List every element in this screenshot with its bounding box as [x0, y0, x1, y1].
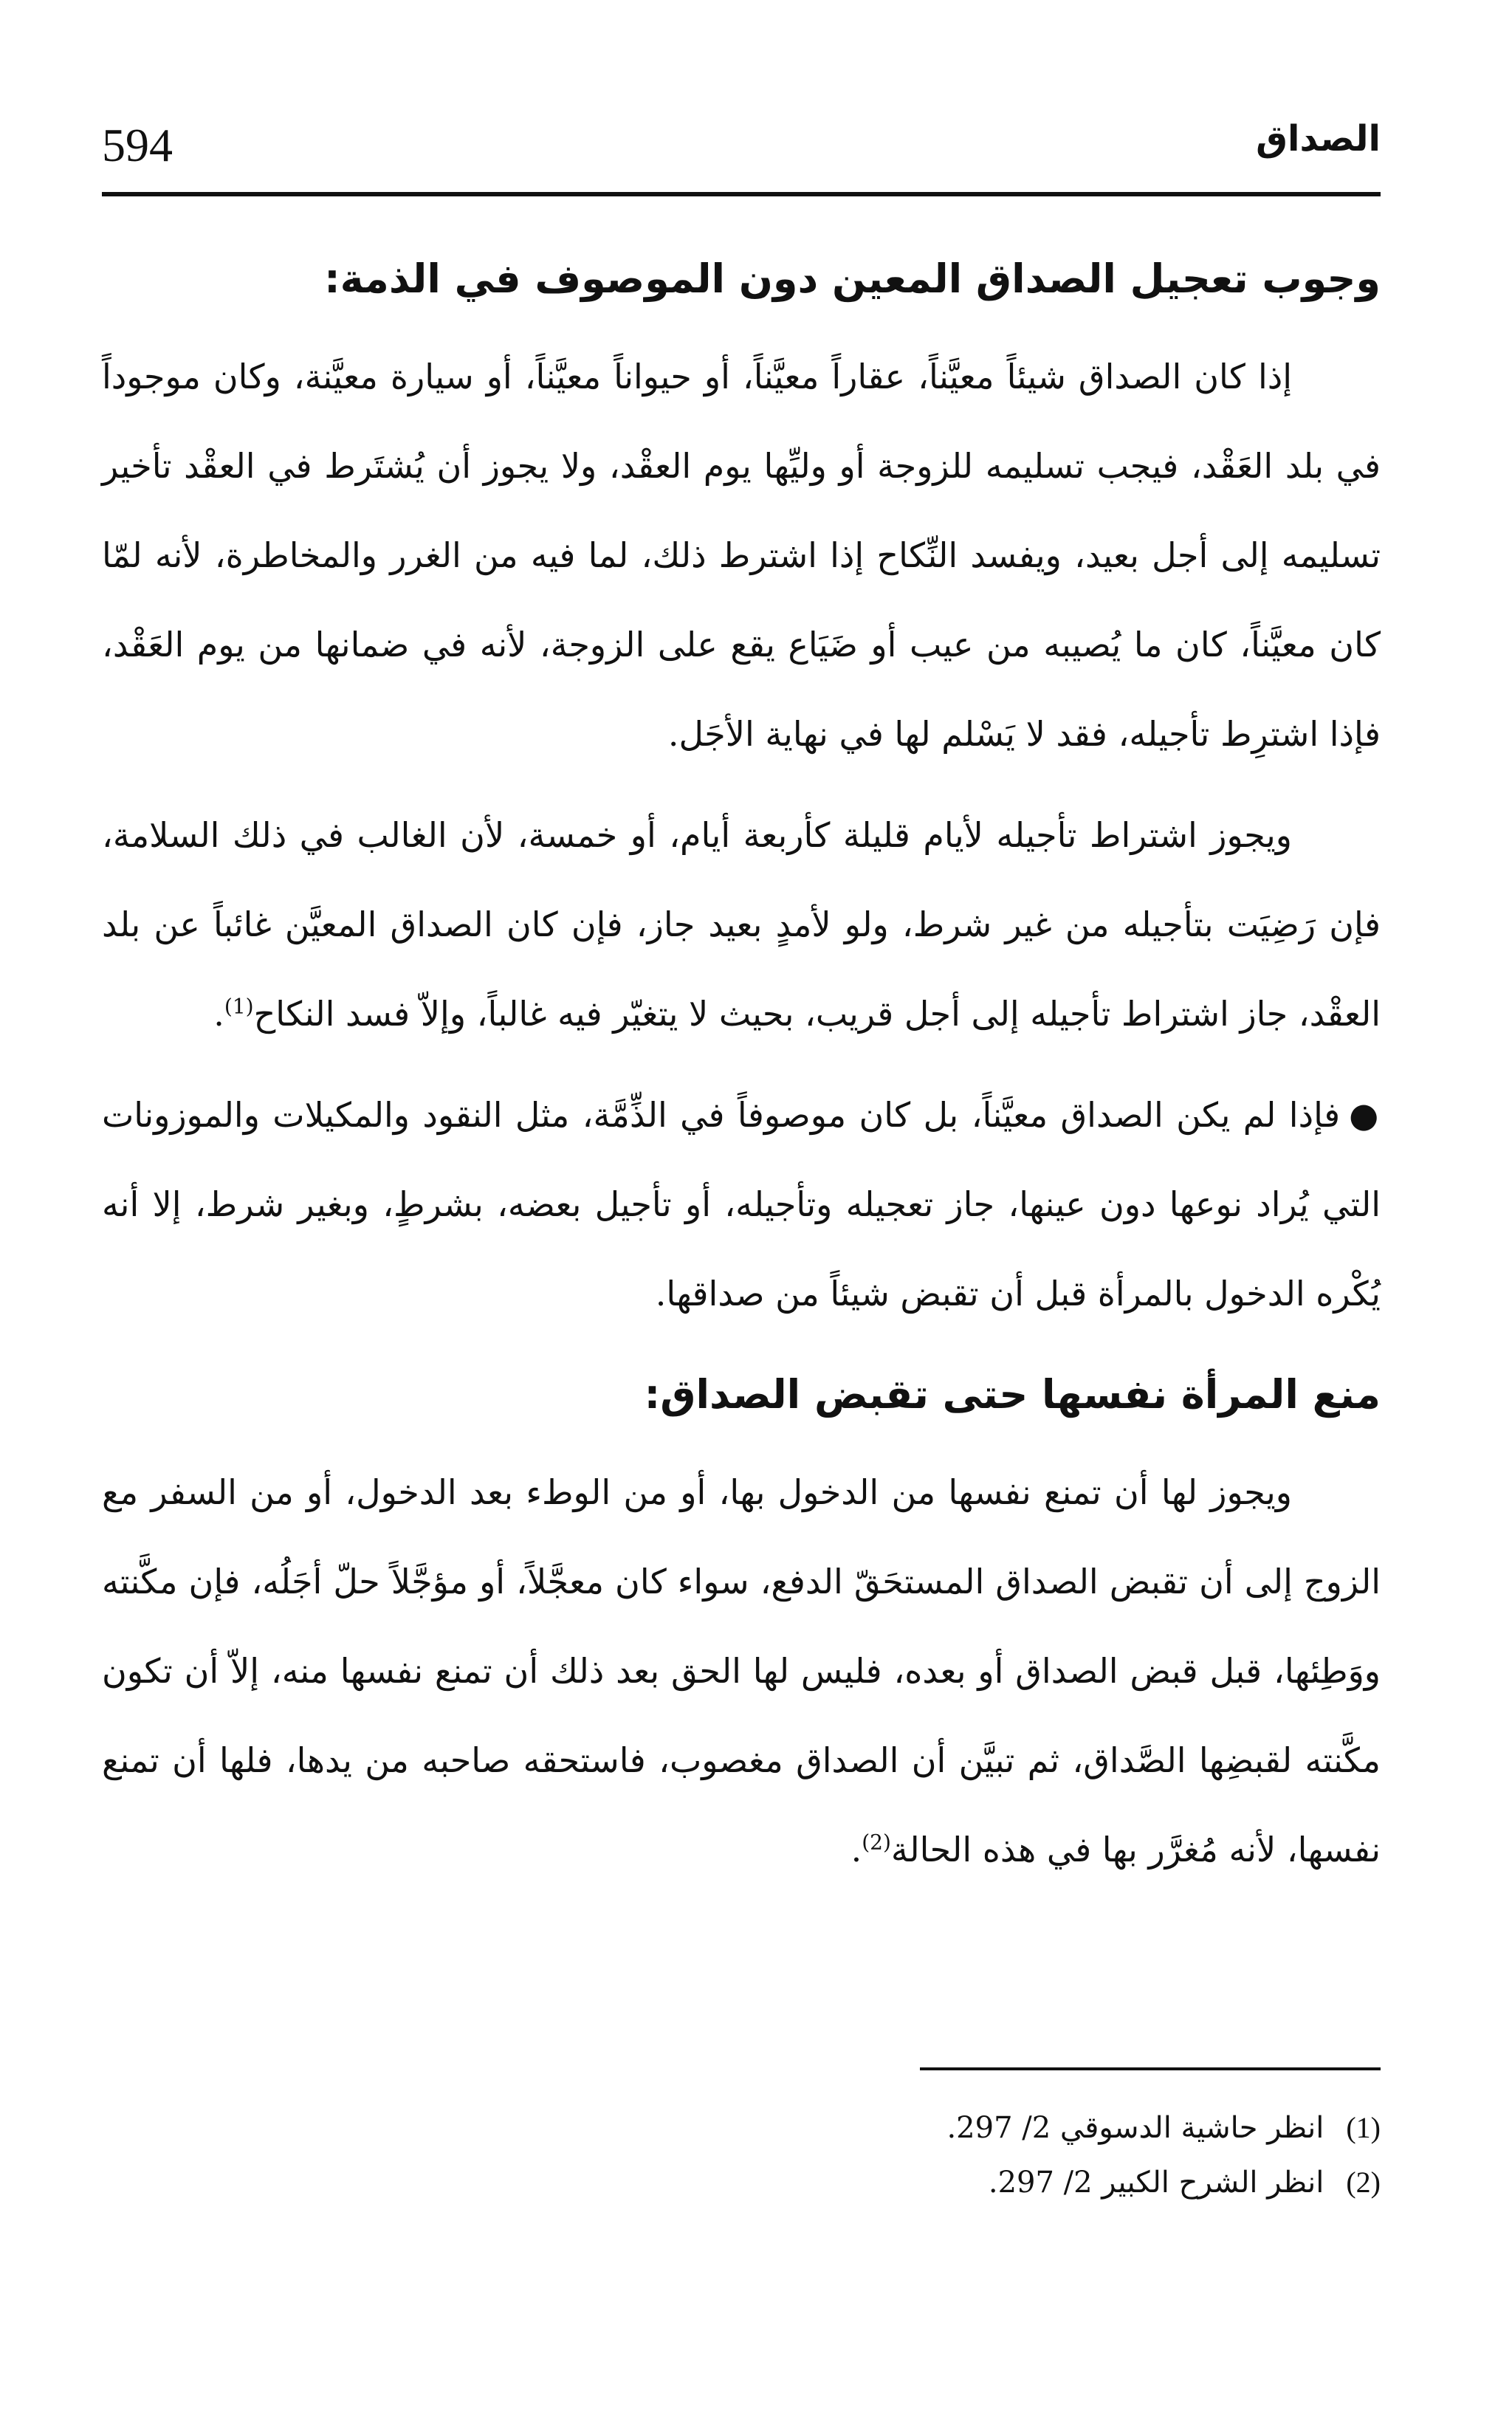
footnote-ref-2[interactable]: (2)	[862, 1830, 891, 1855]
paragraph-3-text: ويجوز لها أن تمنع نفسها من الدخول بها، أو من الوطء بعد الدخول، أو من السفر مع الزوج إلى أن تقبض الصداق المستحَقّ الدفع، سواء كان معجَّلاً، أو مؤجَّلاً حلّ أجَلُه، فإن مكَّنته ووَطِئها، قبل قبض الصداق أو بعده، فليس لها الحق بعد ذلك أن تمنع نفسها منه، إلاّ أن تكون مكَّنته لقبضِها الصَّداق، ثم تبيَّن أن الصداق مغصوب، فاستحقه صاحبه من يدها، فلها أن تمنع نفسها، لأنه مُغرَّر بها في هذه الحالة	[102, 1472, 1381, 1870]
footnote-2-text: انظر الشرح الكبير 2/ 297.	[988, 2166, 1324, 2200]
paragraph-2-end: .	[213, 994, 224, 1034]
bullet-paragraph	[102, 1071, 1381, 1339]
paragraph-2	[102, 791, 1381, 1059]
paragraph-1: إذا كان الصداق شيئاً معيَّناً، عقاراً معيَّناً، أو حيواناً معيَّناً، أو سيارة معيَّنة، وكان موجوداً في بلد العَقْد، فيجب تسليمه للزوجة أو وليِّها يوم العقْد، ولا يجوز أن يُشتَرط في العقْد تأخير تسليمه إلى أجل بعيد، ويفسد النِّكاح إذا اشترط ذلك، لما فيه من الغرر والمخاطرة، لأنه لمّا كان معيَّناً، كان ما يُصيبه من عيب أو ضَيَاع يقع على الزوجة، لأنه في ضمانها من يوم العَقْد، فإذا اشترِط تأجيله، فقد لا يَسْلم لها في نهاية الأجَل.	[102, 357, 1381, 754]
footnote-1	[738, 2101, 1381, 2155]
footnote-2-number: (2)	[1346, 2166, 1381, 2199]
bullet-paragraph-text: فإذا لم يكن الصداق معيَّناً، بل كان موصوفاً في الذِّمَّة، مثل النقود والمكيلات والموزونات التي يُراد نوعها دون عينها، جاز تعجيله وتأجيله، أو تأجيل بعضه، بشرطٍ، وبغير شرط، إلا أنه يُكْره الدخول بالمرأة قبل أن تقبض شيئاً من صداقها.	[102, 1095, 1381, 1314]
paragraph-2-text: ويجوز اشتراط تأجيله لأيام قليلة كأربعة أيام، أو خمسة، لأن الغالب في ذلك السلامة، فإن رَضِيَت بتأجيله من غير شرط، ولو لأمدٍ بعيد جاز، فإن كان الصداق المعيَّن غائباً عن بلد العقْد، جاز اشتراط تأجيله إلى أجل قريب، بحيث لا يتغيّر فيه غالباً، وإلاّ فسد النكاح	[102, 815, 1381, 1034]
footnote-divider	[920, 2067, 1381, 2070]
page-number: 594	[102, 119, 173, 171]
section-heading-1: وجوب تعجيل الصداق المعين دون الموصوف في الذمة:	[324, 255, 1381, 302]
footnotes	[738, 2101, 1381, 2210]
footnote-ref-1[interactable]: (1)	[224, 994, 254, 1019]
page-header	[102, 111, 1381, 196]
footnote-1-text: انظر حاشية الدسوقي 2/ 297.	[946, 2111, 1324, 2145]
running-title: الصداق	[1256, 118, 1381, 159]
paragraph-3-end: .	[850, 1830, 862, 1870]
paragraph-3	[102, 1448, 1381, 1895]
footnote-2	[738, 2155, 1381, 2210]
page-body	[102, 244, 1381, 1906]
bullet-icon: ●	[1349, 1095, 1381, 1135]
footnote-1-number: (1)	[1346, 2111, 1381, 2144]
section-heading-2: منع المرأة نفسها حتى تقبض الصداق:	[644, 1371, 1381, 1418]
